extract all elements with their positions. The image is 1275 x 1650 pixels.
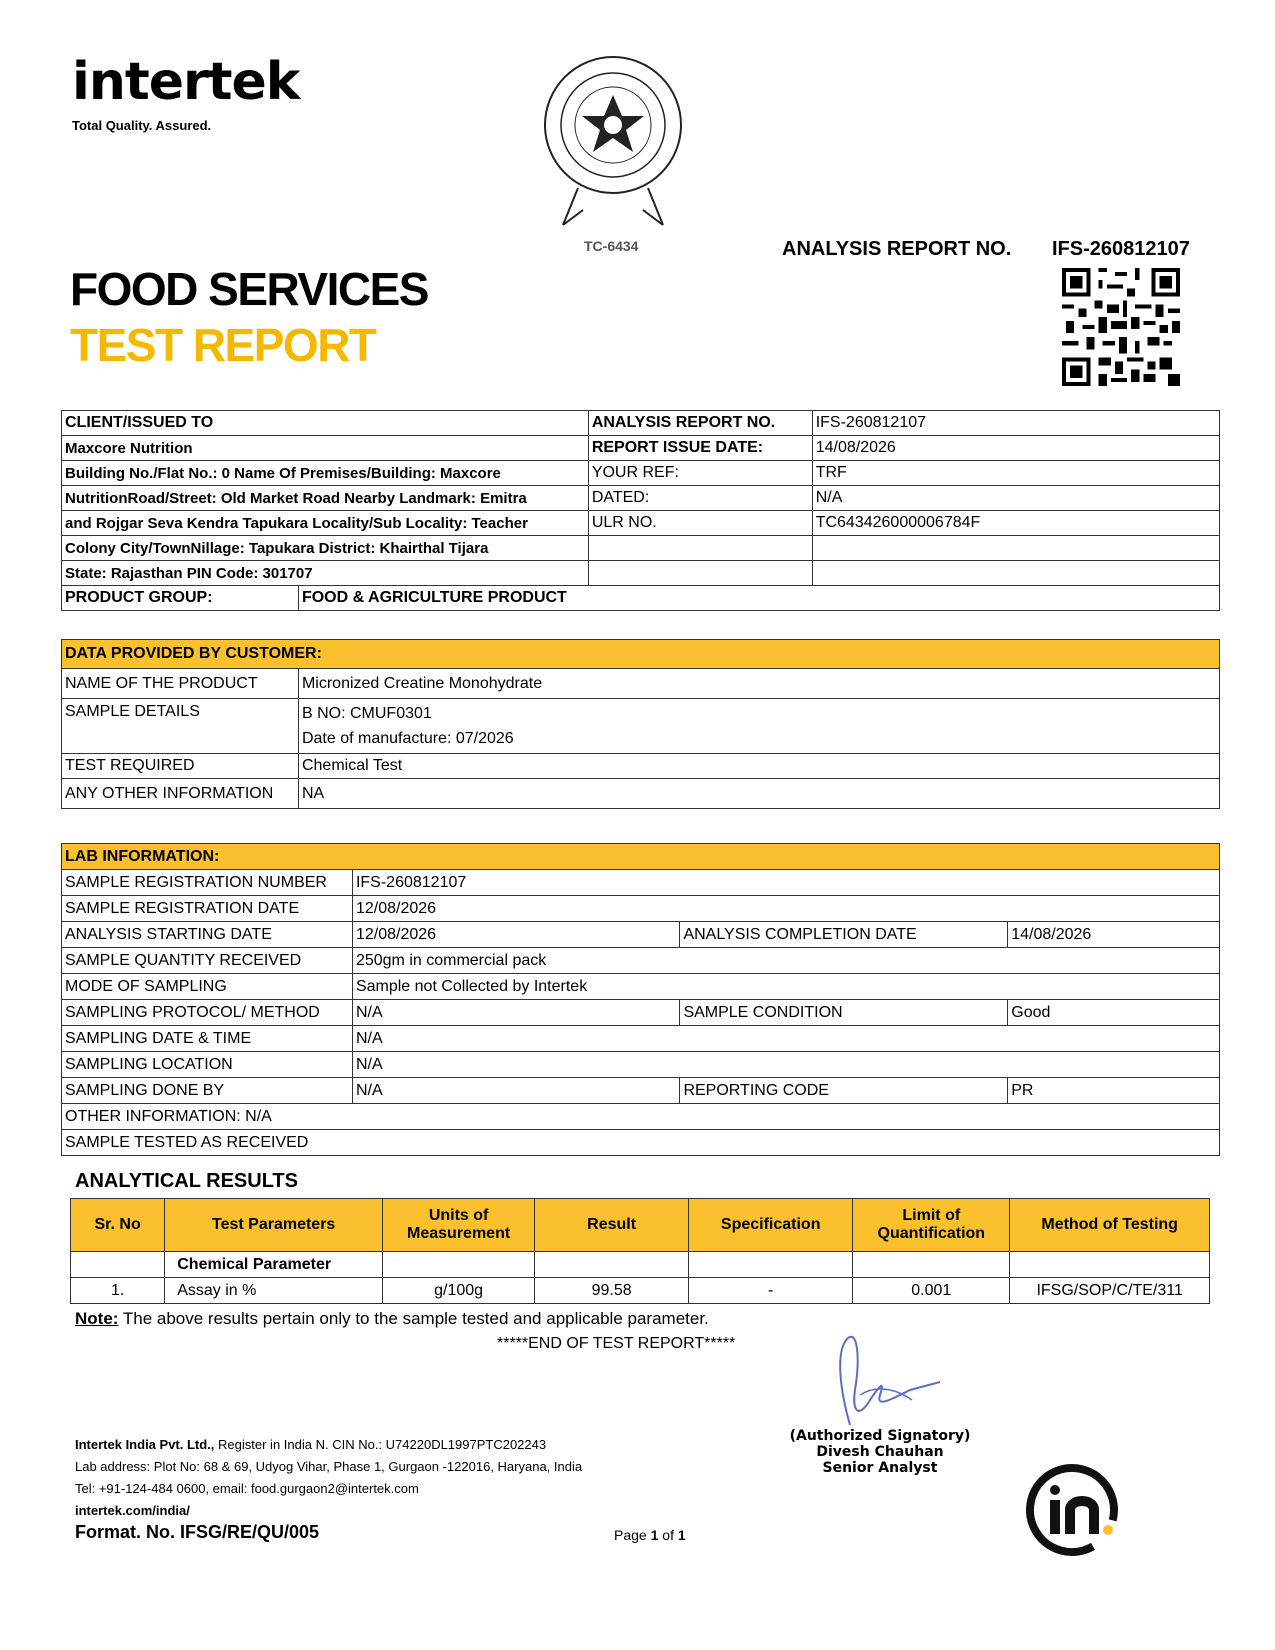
qr-code-icon [1062,268,1180,386]
note [75,1309,709,1329]
reporting-code-label: REPORTING CODE [680,1078,1008,1104]
sample-tested-as-received: SAMPLE TESTED AS RECEIVED [62,1130,1220,1156]
company-name: Intertek India Pvt. Ltd., [75,1437,215,1452]
contact-info: Tel: +91-124-484 0600, email: food.gurgaon2@intertek.com [75,1481,419,1496]
client-address-line: NutritionRoad/Street: Old Market Road Nearby Landmark: Emitra [62,486,589,511]
intertek-logo: intertek [72,52,300,112]
customer-data-table [61,639,1220,809]
client-heading: CLIENT/ISSUED TO [62,411,589,436]
accreditation-seal-icon [538,50,688,230]
analytical-results-title: ANALYTICAL RESULTS [75,1170,298,1192]
protocol-label: SAMPLING PROTOCOL/ METHOD [62,1000,353,1026]
client-address-line: Building No./Flat No.: 0 Name Of Premises/Building: Maxcore [62,461,589,486]
ulr-no-value: TC643426000006784F [812,511,1219,536]
dated-label: DATED: [588,486,812,511]
header-sr-no: Sr. No [71,1199,165,1252]
results-table [70,1198,1210,1304]
sample-reg-no-label: SAMPLE REGISTRATION NUMBER [62,870,353,896]
analysis-report-label: ANALYSIS REPORT NO. [782,238,1012,260]
done-by-value: N/A [352,1078,679,1104]
row-result: 99.58 [535,1278,689,1304]
row-units: g/100g [383,1278,535,1304]
date-time-value: N/A [352,1026,1219,1052]
lab-information-table [61,843,1220,1156]
header-units: Units of Measurement [383,1199,535,1252]
header-result: Result [535,1199,689,1252]
header-method: Method of Testing [1010,1199,1210,1252]
signatory-name: Divesh Chauhan [816,1444,944,1460]
reporting-code-value: PR [1008,1078,1220,1104]
signatory-title: (Authorized Signatory) [789,1428,971,1444]
sample-details-label: SAMPLE DETAILS [62,699,299,754]
title-food-services: FOOD SERVICES [70,263,428,315]
your-ref-value: TRF [812,461,1219,486]
client-address-line: Maxcore Nutrition [62,436,589,461]
sample-reg-no-value: IFS-260812107 [352,870,1219,896]
header-specification: Specification [689,1199,853,1252]
analysis-start-value: 12/08/2026 [352,922,679,948]
condition-label: SAMPLE CONDITION [680,1000,1008,1026]
page-number: Page 1 of 1 [614,1527,686,1543]
batch-number: B NO: CMUF0301 [301,705,432,722]
other-information: OTHER INFORMATION: N/A [62,1104,1220,1130]
row-method: IFSG/SOP/C/TE/311 [1010,1278,1210,1304]
sample-reg-date-value: 12/08/2026 [352,896,1219,922]
analysis-report-no-label: ANALYSIS REPORT NO. [588,411,812,436]
report-issue-date-value: 14/08/2026 [812,436,1219,461]
ulr-no-label: ULR NO. [588,511,812,536]
customer-data-heading: DATA PROVIDED BY CUSTOMER: [62,640,1220,669]
footer-address [75,1434,582,1522]
note-text: The above results pertain only to the sample tested and applicable parameter. [118,1309,709,1328]
row-spec: - [689,1278,853,1304]
mode-label: MODE OF SAMPLING [62,974,353,1000]
title-test-report: TEST REPORT [70,319,376,371]
note-label: Note: [75,1309,119,1328]
table-row [71,1278,1210,1304]
website-link[interactable]: intertek.com/india/ [75,1503,190,1518]
client-address-line: Colony City/TownNillage: Tapukara District: Khairthal Tijara [62,536,589,561]
other-info-label: ANY OTHER INFORMATION [62,779,299,809]
manufacture-date: Date of manufacture: 07/2026 [301,730,514,747]
client-address-line: and Rojgar Seva Kendra Tapukara Locality/Sub Locality: Teacher [62,511,589,536]
analysis-report-no-value: IFS-260812107 [812,411,1219,436]
lab-address: Lab address: Plot No: 68 & 69, Udyog Vihar, Phase 1, Gurgaon -122016, Haryana, India [75,1459,583,1474]
done-by-label: SAMPLING DONE BY [62,1078,353,1104]
test-required-label: TEST REQUIRED [62,754,299,779]
lab-info-heading: LAB INFORMATION: [62,844,1220,870]
row-param: Assay in % [165,1278,383,1304]
dated-value: N/A [812,486,1219,511]
mode-value: Sample not Collected by Intertek [352,974,1219,1000]
row-sr: 1. [71,1278,165,1304]
format-number: Format. No. IFSG/RE/QU/005 [75,1522,320,1542]
logo-tagline: Total Quality. Assured. [72,118,212,133]
report-issue-date-label: REPORT ISSUE DATE: [588,436,812,461]
product-group-label: PRODUCT GROUP: [62,586,299,611]
product-name-label: NAME OF THE PRODUCT [62,669,299,699]
end-of-report: *****END OF TEST REPORT***** [497,1335,736,1352]
test-required-value: Chemical Test [298,754,1219,779]
other-info-value: NA [298,779,1219,809]
your-ref-label: YOUR REF: [588,461,812,486]
date-time-label: SAMPLING DATE & TIME [62,1026,353,1052]
location-value: N/A [352,1052,1219,1078]
signatory-role: Senior Analyst [822,1460,938,1476]
product-group-value: FOOD & AGRICULTURE PRODUCT [298,586,1219,611]
row-loq: 0.001 [853,1278,1010,1304]
sample-reg-date-label: SAMPLE REGISTRATION DATE [62,896,353,922]
client-address-line: State: Rajasthan PIN Code: 301707 [62,561,589,586]
analysis-complete-label: ANALYSIS COMPLETION DATE [680,922,1008,948]
header-test-parameters: Test Parameters [165,1199,383,1252]
analysis-report-number: IFS-260812107 [1052,238,1190,260]
signature-icon [800,1330,980,1430]
intertek-in-logo-icon [1022,1460,1122,1560]
qty-label: SAMPLE QUANTITY RECEIVED [62,948,353,974]
header-loq: Limit of Quantification [853,1199,1010,1252]
analysis-start-label: ANALYSIS STARTING DATE [62,922,353,948]
analysis-complete-value: 14/08/2026 [1008,922,1220,948]
condition-value: Good [1008,1000,1220,1026]
location-label: SAMPLING LOCATION [62,1052,353,1078]
group-chemical-parameter: Chemical Parameter [165,1252,383,1278]
signatory [780,1428,980,1476]
cin-register: Register in India N. CIN No.: U74220DL1997PTC202243 [214,1437,547,1452]
protocol-value: N/A [352,1000,679,1026]
product-name-value: Micronized Creatine Monohydrate [298,669,1219,699]
qty-value: 250gm in commercial pack [352,948,1219,974]
tc-code: TC-6434 [584,238,639,254]
client-table [61,410,1220,611]
